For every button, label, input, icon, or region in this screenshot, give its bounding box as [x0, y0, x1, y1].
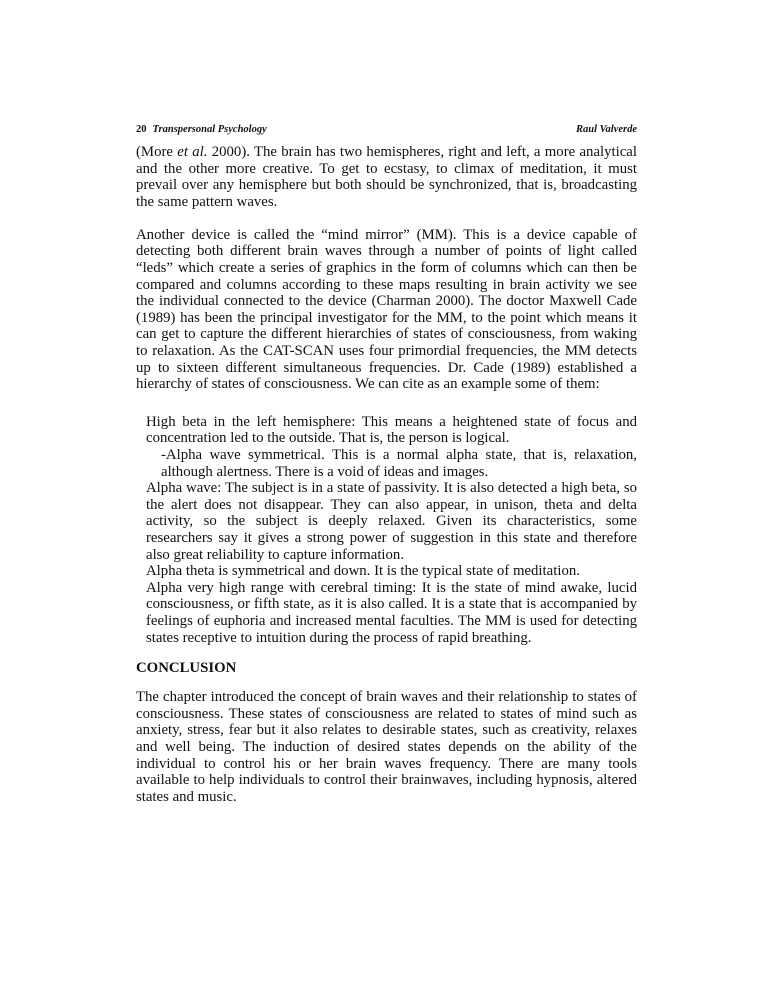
paragraph-mind-mirror: Another device is called the “mind mirror” (MM). This is a device capable of detecting both different brain waves through a number of points of light called “leds” which create a series of graphics in the form of columns which can then be compared and columns according to these maps resulting in brain activity we see the individual connected to the device (Charman 2000). The doctor Maxwell Cade (1989) has been the principal investigator for the MM, to the point which means it can get to capture the different hierarchies of states of consciousness, from waking to relaxation. As the CAT-SCAN uses four primordial frequencies, the MM detects up to sixteen different simultaneous frequencies. Dr. Cade (1989) established a hierarchy of states of consciousness. We can cite as an example some of them:: [136, 226, 637, 393]
author-name: Raul Valverde: [576, 124, 637, 135]
paragraph-hemispheres: [136, 144, 637, 210]
citation-et-al: et al.: [177, 144, 208, 160]
book-title: Transpersonal Psychology: [152, 124, 267, 135]
paragraph-hemispheres-rest: 2000). The brain has two hemispheres, right and left, a more analytical and the other more creative. To get to ecstasy, to climax of meditation, it must prevail over any hemisphere but both should be synchronized, that is, broadcasting the same pattern waves.: [136, 144, 637, 210]
list-item-high-beta: High beta in the left hemisphere: This means a heightened state of focus and concentration led to the outside. That is, the person is logical.: [146, 413, 637, 447]
page-number: 20: [136, 124, 147, 135]
consciousness-states-list: [136, 414, 637, 646]
page-content: [136, 122, 637, 805]
list-item-alpha-wave: Alpha wave: The subject is in a state of passivity. It is also detected a high beta, so the alert does not disappear. They can also appear, in unison, theta and delta activity, so the subject is deeply relaxed. Given its characteristics, some researchers say it gives a strong power of suggestion in this state and therefore also great reliability to capture information.: [146, 480, 637, 563]
running-header: [136, 122, 637, 138]
paragraph-conclusion: The chapter introduced the concept of brain waves and their relationship to states of consciousness. These states of consciousness are related to states of mind such as anxiety, stress, fear but it also relates to desirable states, such as creativity, relaxes and well being. The induction of desired states depends on the ability of the individual to control his or her brain waves frequency. There are many tools available to help individuals to control their brainwaves, including hypnosis, altered states and music.: [136, 689, 637, 805]
paragraph-hemispheres-start: (More: [136, 144, 178, 160]
conclusion-heading: CONCLUSION: [136, 660, 237, 677]
list-item-alpha-symmetrical: -Alpha wave symmetrical. This is a normal alpha state, that is, relaxation, although alertness. There is a void of ideas and images.: [161, 447, 637, 480]
list-item-alpha-high-range: Alpha very high range with cerebral timing: It is the state of mind awake, lucid consciousness, or fifth state, as it is also called. It is a state that is accompanied by feelings of euphoria and increased mental faculties. The MM is used for detecting states receptive to intuition during the process of rapid breathing.: [146, 579, 637, 646]
running-header-left: [136, 122, 267, 138]
list-item-alpha-theta: Alpha theta is symmetrical and down. It is the typical state of meditation.: [146, 563, 580, 580]
